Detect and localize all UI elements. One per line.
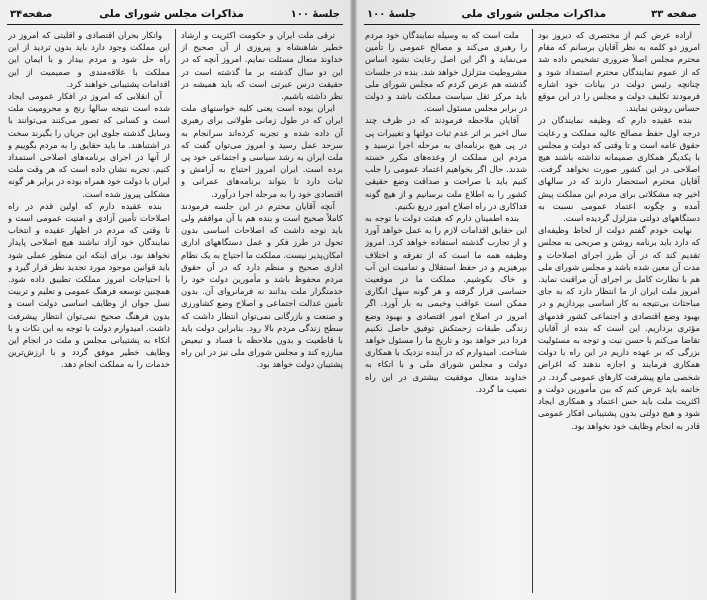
session-number: جلسهٔ ۱۰۰ bbox=[290, 8, 340, 20]
paragraph: آقایان ملاحظه فرمودند که در ظرف چند سال اخیر بر اثر عدم ثبات دولتها و تغییرات پی در پی هیچ برنامه‌ای به مرحله اجرا نرسید و مردم این مملکت از وعده‌های مکرر خسته شدند. حال اگر بخواهیم اعتماد عمومی را جلب کنیم باید با صراحت و صداقت وضع حقیقی کشور را به اطلاع ملت برسانیم و از هیچ گونه فداکاری در راه اصلاح امور دریغ نکنیم. bbox=[365, 115, 527, 211]
paragraph: ترقی ملت ایران و حکومت اکثریت و ارشاد خطیر شاهنشاه و پیروزی از آن صحیح از خداوند متعال مسئلت نمایم. امروز آنچه که در این دو سال گذشته بر ما گذشته است در حقیقت درس عبرتی است که باید همیشه در نظر داشته باشیم. bbox=[181, 30, 343, 102]
right-page-header bbox=[364, 6, 700, 25]
right-page bbox=[357, 0, 707, 600]
paragraph: بنده عقیده دارم که اولین قدم در راه اصلاحات تأمین آزادی و امنیت عمومی است و تا وقتی که مردم در اظهار عقیده و انتخاب نمایندگان خود آزاد نباشند هیچ اصلاحی پایدار نخواهد بود. برای اینکه این منظور عملی شود باید قوانین موجود مورد تجدید نظر قرار گیرد و با احتیاجات امروز مملکت تطبیق داده شود. همچنین توسعه فرهنگ عمومی و تعلیم و تربیت نسل جوان از وظایف اساسی دولت است و بدون فرهنگ صحیح نمی‌توان انتظار پیشرفت داشت. امیدوارم دولت با توجه به این نکات و با اتکاء به پشتیبانی مجلس و ملت در انجام این وظایف خطیر موفق گردد و با ارزش‌ترین خدمات را به مملکت انجام دهد. bbox=[8, 200, 170, 370]
page-number: صفحه ۳۳ bbox=[651, 8, 697, 20]
column-divider bbox=[175, 29, 176, 593]
paragraph: ایران بوده است یعنی کلیه خواستهای ملت ایران که در طول زمانی طولانی برای رهبری آن داده شده و تجربه کرده‌اند سرانجام به سرحد عمل رسید و امروز می‌توان گفت که ملت ایران به رشد سیاسی و اجتماعی خود پی برده است. ایران امروز احتیاج به آرامش و ثبات دارد تا بتواند برنامه‌های عمرانی و اقتصادی خود را به مرحله اجرا درآورد. bbox=[181, 103, 343, 199]
text-column-left bbox=[365, 29, 527, 593]
right-page-body bbox=[364, 29, 700, 593]
text-column-right bbox=[181, 29, 343, 593]
paragraph: بنده عقیده دارم که وظیفه نمایندگان در درجه اول حفظ مصالح عالیه مملکت و رعایت حقوق عامه است و تا وقتی که دولت و مجلس با یکدیگر همکاری صمیمانه نداشته باشند هیچ اصلاحی در این کشور صورت نخواهد گرفت. آقایان محترم استحضار دارند که در سالهای اخیر چه مشکلاتی برای مردم این مملکت پیش آمده و چگونه اعتماد عمومی نسبت به دستگاههای دولتی متزلزل گردیده است. bbox=[538, 115, 700, 224]
left-page bbox=[0, 0, 350, 600]
paragraph: ملت است که به وسیله نمایندگان خود مردم را رهبری می‌کند و مصالح عمومی را تأمین می‌نماید و اگر این اصل رعایت نشود اساس مشروطیت متزلزل خواهد شد. بنده در جلسات گذشته هم عرض کردم که مجلس شورای ملی باید مرکز ثقل سیاست مملکت باشد و دولت در برابر مجلس مسئول است. bbox=[365, 30, 527, 114]
paragraph: آن انقلابی که امروز در افکار عمومی ایجاد شده است نتیجه سالها رنج و محرومیت ملت است و کسانی که تصور می‌کنند می‌توانند با وسایل گذشته جلوی این جریان را بگیرند سخت در اشتباهند. ما باید حقایق را به مردم بگوییم و از آنها در اجرای برنامه‌های اصلاحی استمداد کنیم. تجربه نشان داده است که هر وقت ملت ایران با دولت خود همراه بوده در برابر هر گونه مشکلی پیروز شده است. bbox=[8, 91, 170, 199]
left-page-body bbox=[7, 29, 343, 593]
paragraph: اراده عرض کنم از مختصری که دیروز بود امروز دو کلمه به نظر آقایان برسانم که مقام محترم مجلس اصلاً ضروری تشخیص داده شد که از عموم نمایندگان محترم استمداد شود و چنانچه رئیس دولت در بیانات خود اشاره فرمودند تکلیف دولت و مجلس را در این موقع حساس روشن نمایند. bbox=[538, 30, 700, 114]
journal-title: مذاکرات مجلس شورای ملی bbox=[99, 8, 244, 20]
paragraph: واتکار بحران اقتصادی و اقلیتی که امروز در این مملکت وجود دارد باید بدون تردید از این راه حل شود و مردم بیدار و با ایمان این مملکت با علاقه‌مندی و صمیمیت از این اقدامات پشتیبانی خواهند کرد. bbox=[8, 30, 170, 89]
left-page-header bbox=[7, 6, 343, 25]
session-number: جلسهٔ ۱۰۰ bbox=[367, 8, 417, 20]
text-column-right bbox=[538, 29, 700, 593]
page-number: صفحه۳۴ bbox=[10, 8, 53, 20]
text-column-left bbox=[8, 29, 170, 593]
paragraph: آنچه آقایان محترم در این جلسه فرمودند کاملاً صحیح است و بنده هم با آن موافقم ولی باید توجه داشت که اصلاحات اساسی بدون تحول در طرز فکر و عمل دستگاههای اداری امکان‌پذیر نیست. مملکت ما احتیاج به یک نظام اداری صحیح و منظم دارد که در آن حقوق مردم محفوظ باشد و مأمورین دولت خود را خدمتگزار ملت بدانند نه فرمانروای آن. بدون تأمین عدالت اجتماعی و اصلاح وضع کشاورزی و صنعت و بازرگانی نمی‌توان انتظار داشت که سطح زندگی مردم بالا رود. بنابراین دولت باید با قاطعیت و بدون ملاحظه با فساد و تبعیض مبارزه کند و مجلس شورای ملی نیز در این راه پشتیبان دولت خواهد بود. bbox=[181, 200, 343, 370]
paragraph: نهایت خودم گفتم دولت از لحاظ وظیفه‌ای که دارد باید برنامه روشن و صریحی به مجلس تقدیم کند که در آن طرز اجرای اصلاحات و مدت آن معین شده باشد و مجلس شورای ملی هم با نظارت کامل بر اجرای آن مراقبت نماید. امروز ملت ایران از ما انتظار دارد که به جای مباحثات بی‌نتیجه به کار اساسی بپردازیم و در بهبود وضع اقتصادی و اجتماعی کشور قدمهای مؤثری برداریم. این است که بنده از آقایان تقاضا می‌کنم با حسن نیت و توجه به مسئولیت بزرگی که بر عهده داریم در این راه با دولت همکاری فرمایند و اجازه ندهند که اغراض شخصی مانع پیشرفت کارهای عمومی گردد. در خاتمه باید عرض کنم که بین مأمورین دولت و اکثریت ملت باید حس اعتماد و همکاری ایجاد شود و هیچ دولتی بدون پشتیبانی افکار عمومی قادر به انجام وظایف خود نخواهد بود. bbox=[538, 225, 700, 431]
column-divider bbox=[532, 29, 533, 593]
journal-title: مذاکرات مجلس شورای ملی bbox=[461, 8, 607, 20]
book-gutter bbox=[350, 0, 357, 600]
paragraph: بنده اطمینان دارم که هیئت دولت با توجه به این حقایق اقدامات لازم را به عمل خواهد آورد و از تجارب گذشته استفاده خواهد کرد. امروز وظیفه همه ما است که از تفرقه و اختلاف بپرهیزیم و در حفظ استقلال و تمامیت این آب و خاک بکوشیم. مملکت ما در موقعیت حساسی قرار گرفته و هر گونه سهل انگاری ممکن است عواقب وخیمی به بار آورد. اگر امروز در اصلاح امور اقتصادی و بهبود وضع زندگی طبقات زحمتکش توفیق حاصل نکنیم فردا دیر خواهد بود و تاریخ ما را مسئول خواهد شناخت. امیدوارم که در آینده نزدیک با همکاری دولت و مجلس شورای ملی و با اتکاء به خداوند متعال موفقیت بیشتری در این راه نصیب ما گردد. bbox=[365, 213, 527, 394]
